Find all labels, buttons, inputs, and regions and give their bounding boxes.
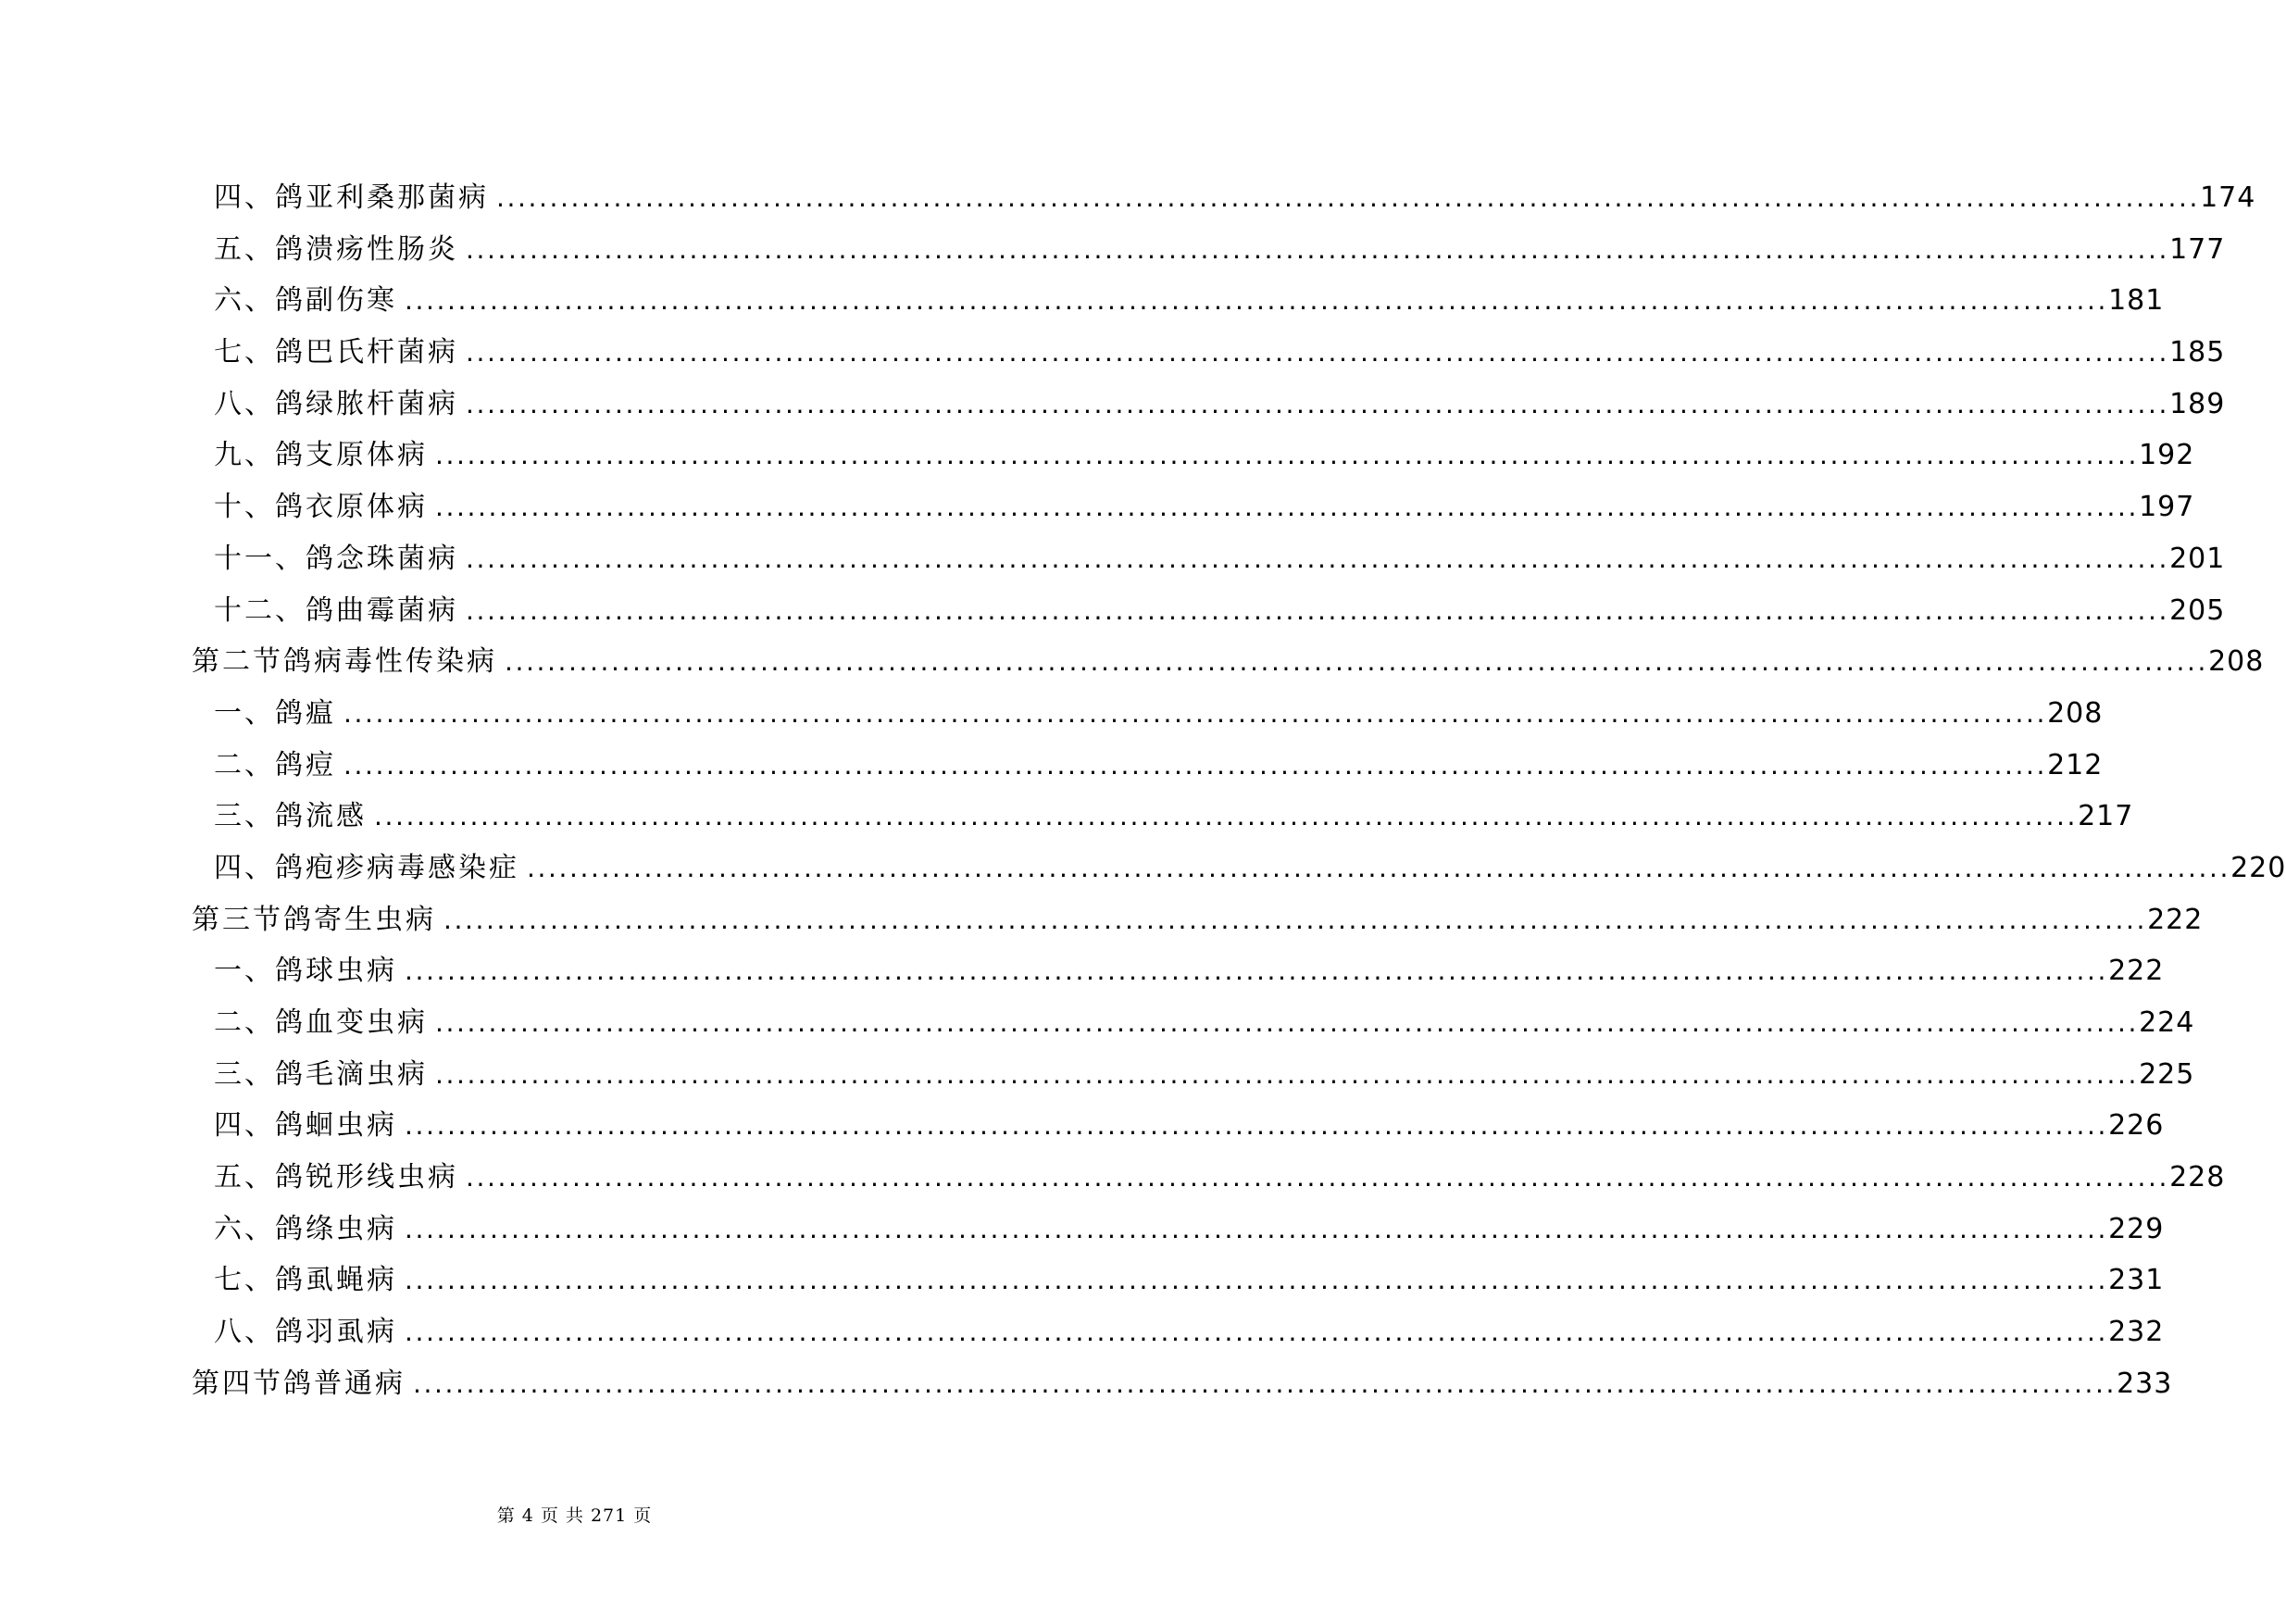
toc-dot-leader: ................................................................................................................................................................ [405, 285, 2109, 317]
toc-entry[interactable] [192, 1204, 2165, 1255]
toc-entry-page-number: 177 [2169, 232, 2226, 266]
toc-dot-leader: ................................................................................................................................................................ [466, 388, 2170, 419]
toc-entry[interactable] [192, 843, 2286, 894]
toc-entry[interactable] [192, 688, 2104, 740]
toc-dot-leader: ................................................................................................................................................................ [413, 1368, 2117, 1399]
toc-entry[interactable] [192, 1100, 2165, 1152]
toc-dot-leader: ................................................................................................................................................................ [374, 801, 2079, 832]
toc-entry[interactable] [192, 327, 2226, 379]
toc-entry[interactable] [192, 379, 2226, 431]
toc-dot-leader: ................................................................................................................................................................ [505, 646, 2209, 678]
toc-entry-page-number: 224 [2139, 1006, 2195, 1039]
toc-entry-page-number: 228 [2169, 1161, 2226, 1194]
toc-entry-title: 三、鸽毛滴虫病 [214, 1057, 428, 1091]
toc-section-entry[interactable] [192, 1358, 2173, 1410]
toc-entry-title: 第二节鸽病毒性传染病 [192, 645, 497, 679]
toc-entry-page-number: 226 [2108, 1109, 2165, 1143]
toc-dot-leader: ................................................................................................................................................................ [466, 337, 2170, 369]
toc-entry-page-number: 212 [2047, 748, 2104, 781]
toc-section-entry[interactable] [192, 894, 2204, 946]
toc-entry-title: 二、鸽痘 [214, 748, 336, 781]
toc-dot-leader: ................................................................................................................................................................ [405, 956, 2109, 987]
toc-entry-title: 四、鸽疱疹病毒感染症 [214, 851, 519, 884]
toc-entry-page-number: 220 [2230, 851, 2286, 884]
toc-dot-leader: ................................................................................................................................................................ [344, 749, 2048, 781]
toc-entry-page-number: 208 [2047, 696, 2104, 730]
toc-entry-page-number: 232 [2108, 1316, 2165, 1349]
toc-entry[interactable] [192, 1255, 2165, 1306]
toc-entry-page-number: 217 [2078, 800, 2134, 833]
toc-entry-page-number: 229 [2108, 1212, 2165, 1245]
toc-entry[interactable] [192, 533, 2226, 585]
toc-dot-leader: ................................................................................................................................................................ [344, 697, 2048, 729]
toc-dot-leader: ................................................................................................................................................................ [435, 1058, 2140, 1090]
toc-entry-title: 五、鸽溃疡性肠炎 [214, 232, 458, 266]
toc-section-entry[interactable] [192, 636, 2265, 688]
toc-entry-title: 四、鸽蛔虫病 [214, 1109, 397, 1143]
page-footer: 第 4 页 共 271 页 [496, 1505, 653, 1526]
toc-dot-leader: ................................................................................................................................................................ [435, 440, 2140, 471]
toc-entry-title: 一、鸽瘟 [214, 696, 336, 730]
toc-entry-title: 七、鸽巴氏杆菌病 [214, 336, 458, 369]
toc-entry-page-number: 231 [2108, 1264, 2165, 1297]
toc-entry-title: 八、鸽羽虱病 [214, 1316, 397, 1349]
toc-entry-page-number: 174 [2200, 181, 2256, 214]
toc-entry-title: 五、鸽锐形线虫病 [214, 1161, 458, 1194]
toc-entry-page-number: 185 [2169, 336, 2226, 369]
toc-entry[interactable] [192, 740, 2104, 792]
toc-entry-title: 三、鸽流感 [214, 800, 367, 833]
toc-entry[interactable] [192, 224, 2226, 276]
toc-entry-title: 七、鸽虱蝇病 [214, 1264, 397, 1297]
toc-entry-page-number: 222 [2108, 955, 2165, 988]
toc-dot-leader: ................................................................................................................................................................ [405, 1265, 2109, 1296]
toc-entry-title: 六、鸽绦虫病 [214, 1212, 397, 1245]
toc-entry-title: 一、鸽球虫病 [214, 955, 397, 988]
toc-entry[interactable] [192, 172, 2256, 224]
toc-dot-leader: ................................................................................................................................................................ [496, 182, 2201, 213]
toc-entry[interactable] [192, 1306, 2165, 1358]
table-of-contents [192, 172, 2286, 1410]
toc-entry[interactable] [192, 945, 2165, 997]
toc-entry-page-number: 197 [2139, 491, 2195, 524]
toc-entry-page-number: 205 [2169, 593, 2226, 627]
toc-entry-page-number: 225 [2139, 1057, 2195, 1091]
toc-entry-title: 十、鸽衣原体病 [214, 491, 428, 524]
toc-entry-title: 九、鸽支原体病 [214, 439, 428, 472]
toc-entry-title: 二、鸽血变虫病 [214, 1006, 428, 1039]
toc-entry[interactable] [192, 1049, 2195, 1101]
toc-entry[interactable] [192, 481, 2195, 533]
toc-dot-leader: ................................................................................................................................................................ [405, 1317, 2109, 1348]
toc-entry[interactable] [192, 1152, 2226, 1204]
toc-dot-leader: ................................................................................................................................................................ [466, 543, 2170, 574]
toc-entry-title: 十二、鸽曲霉菌病 [214, 593, 458, 627]
toc-entry-page-number: 208 [2208, 645, 2265, 679]
toc-entry-title: 四、鸽亚利桑那菌病 [214, 181, 489, 214]
toc-dot-leader: ................................................................................................................................................................ [466, 1162, 2170, 1193]
toc-entry-page-number: 222 [2147, 903, 2204, 936]
toc-dot-leader: ................................................................................................................................................................ [466, 233, 2170, 265]
toc-entry-title: 第三节鸽寄生虫病 [192, 903, 436, 936]
toc-entry[interactable] [192, 791, 2134, 843]
toc-entry-title: 第四节鸽普通病 [192, 1367, 406, 1400]
toc-entry-page-number: 201 [2169, 542, 2226, 575]
toc-entry[interactable] [192, 585, 2226, 637]
toc-entry-title: 八、鸽绿脓杆菌病 [214, 387, 458, 420]
toc-entry-page-number: 189 [2169, 387, 2226, 420]
toc-entry-page-number: 181 [2108, 284, 2165, 318]
toc-dot-leader: ................................................................................................................................................................ [466, 594, 2170, 626]
toc-entry[interactable] [192, 430, 2195, 481]
toc-entry-page-number: 233 [2117, 1367, 2173, 1400]
toc-dot-leader: ................................................................................................................................................................ [435, 1007, 2140, 1038]
toc-dot-leader: ................................................................................................................................................................ [443, 904, 2148, 935]
toc-entry[interactable] [192, 997, 2195, 1049]
toc-entry-page-number: 192 [2139, 439, 2195, 472]
toc-dot-leader: ................................................................................................................................................................ [405, 1213, 2109, 1244]
toc-entry-title: 六、鸽副伤寒 [214, 284, 397, 318]
toc-entry[interactable] [192, 275, 2165, 327]
toc-dot-leader: ................................................................................................................................................................ [435, 492, 2140, 523]
toc-dot-leader: ................................................................................................................................................................ [527, 852, 2231, 883]
toc-entry-title: 十一、鸽念珠菌病 [214, 542, 458, 575]
toc-dot-leader: ................................................................................................................................................................ [405, 1110, 2109, 1142]
